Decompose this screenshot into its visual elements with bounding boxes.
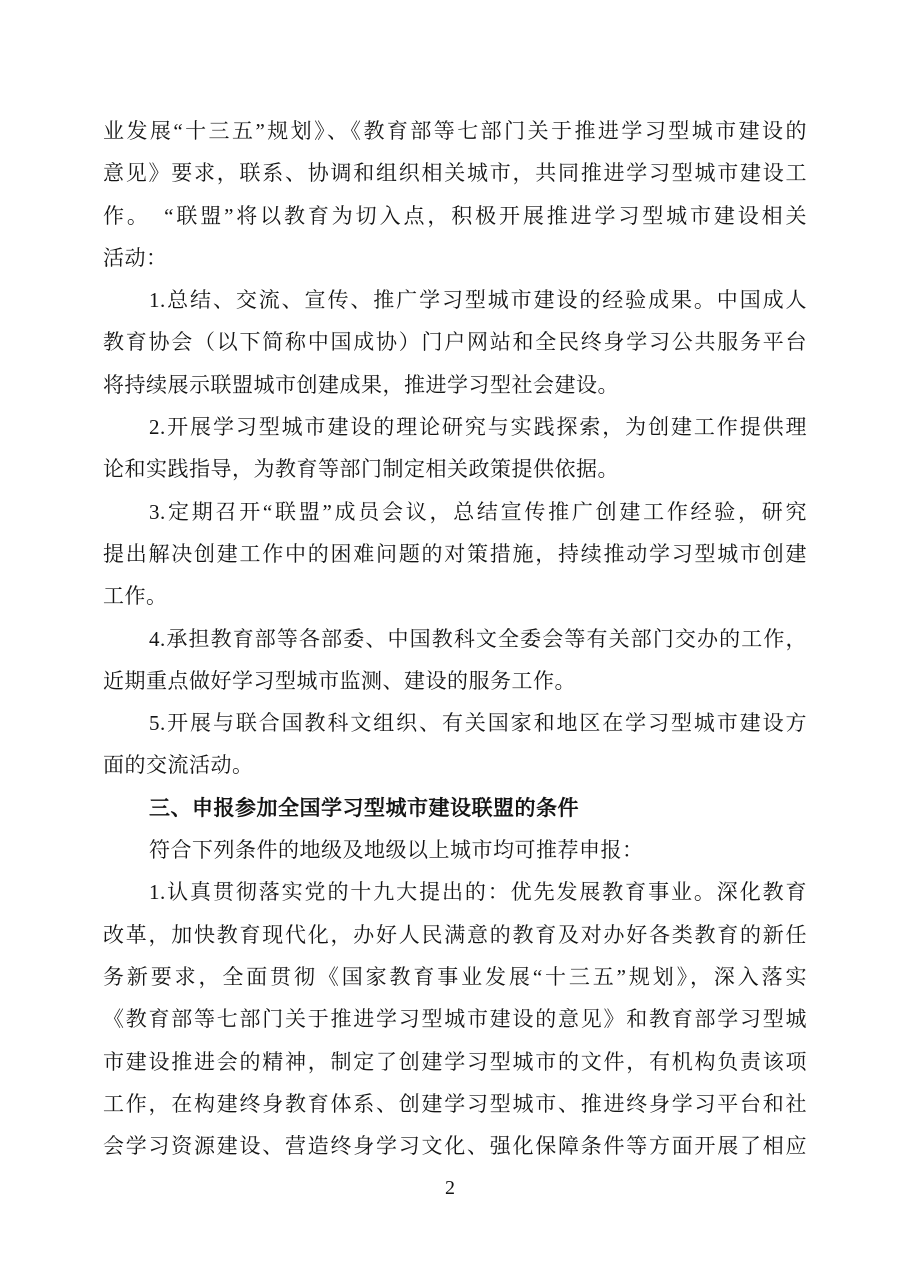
text-line: 工作，在构建终身教育体系、创建学习型城市、推进终身学习平台和社 <box>103 1091 807 1116</box>
text-line: 提出解决创建工作中的困难问题的对策措施，持续推动学习型城市创建 <box>103 541 807 566</box>
text-line: 面的交流活动。 <box>103 753 254 778</box>
list-item-2-line: 2.开展学习型城市建设的理论研究与实践探索，为创建工作提供理 <box>149 415 807 440</box>
text-line: 市建设推进会的精神，制定了创建学习型城市的文件，有机构负责该项 <box>103 1049 807 1074</box>
text-line: 会学习资源建设、营造终身学习文化、强化保障条件等方面开展了相应 <box>103 1134 807 1159</box>
page-number: 2 <box>445 1177 455 1199</box>
text-line: 符合下列条件的地级及地级以上城市均可推荐申报： <box>149 838 644 863</box>
text-line: 意见》要求，联系、协调和组织相关城市，共同推进学习型城市建设工 <box>103 161 807 186</box>
text-line: 活动： <box>103 245 168 270</box>
text-line: 近期重点做好学习型城市监测、建设的服务工作。 <box>103 668 576 693</box>
text-line: 务新要求，全面贯彻《国家教育事业发展“十三五”规划》，深入落实 <box>103 964 807 989</box>
text-line: 改革，加快教育现代化，办好人民满意的教育及对办好各类教育的新任 <box>103 922 807 947</box>
list-item-3-line: 3.定期召开“联盟”成员会议，总结宣传推广创建工作经验，研究 <box>149 499 807 524</box>
list-item-1-line: 1.总结、交流、宣传、推广学习型城市建设的经验成果。中国成人 <box>149 288 807 313</box>
text-line: 《教育部等七部门关于推进学习型城市建设的意见》和教育部学习型城 <box>103 1007 807 1032</box>
text-line: 作。 “联盟”将以教育为切入点，积极开展推进学习型城市建设相关 <box>103 203 807 228</box>
text-line: 工作。 <box>103 584 168 609</box>
document-text-block <box>103 110 807 1167</box>
text-line: 教育协会（以下简称中国成协）门户网站和全民终身学习公共服务平台 <box>103 330 807 355</box>
list-item-5-line: 5.开展与联合国教科文组织、有关国家和地区在学习型城市建设方 <box>149 711 807 736</box>
list-item-1-line: 1.认真贯彻落实党的十九大提出的：优先发展教育事业。深化教育 <box>149 880 807 905</box>
section-heading: 三、申报参加全国学习型城市建设联盟的条件 <box>149 795 579 820</box>
text-line: 将持续展示联盟城市创建成果，推进学习型社会建设。 <box>103 372 619 397</box>
text-line: 论和实践指导，为教育等部门制定相关政策提供依据。 <box>103 457 619 482</box>
list-item-4-line: 4.承担教育部等各部委、中国教科文全委会等有关部门交办的工作， <box>149 626 807 651</box>
text-line: 业发展“十三五”规划》、《教育部等七部门关于推进学习型城市建设的 <box>103 119 807 143</box>
